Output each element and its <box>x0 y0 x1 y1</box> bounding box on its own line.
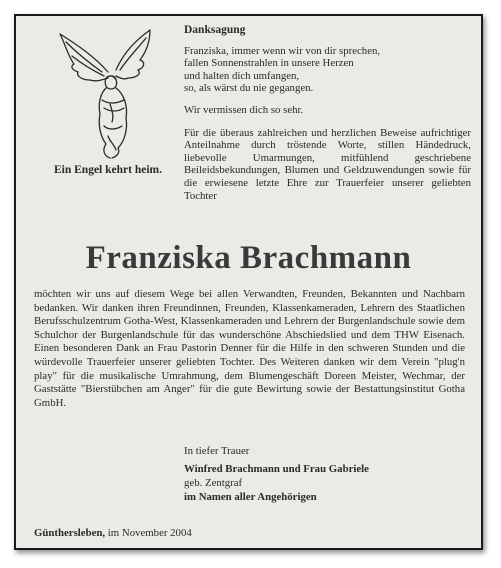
signature-maiden-name: geb. Zentgraf <box>184 477 243 489</box>
signature-intro: In tiefer Trauer <box>184 445 250 457</box>
place: Günthersleben, <box>34 527 106 539</box>
thanks-column <box>184 24 471 211</box>
poem-line: fallen Sonnenstrahlen in unsere Herzen <box>184 57 354 70</box>
poem-line: und halten dich umfangen, <box>184 69 300 82</box>
signature-relatives: im Namen aller Angehörigen <box>184 491 317 503</box>
thanks-title: Danksagung <box>184 24 246 36</box>
signature-names: Winfred Brachmann und Frau Gabriele <box>184 463 369 475</box>
poem <box>184 45 471 95</box>
place-date <box>34 527 192 539</box>
body-text: möchten wir uns auf diesem Wege bei allen Verwandten, Freunden, Bekannten und Nachbarn bedanken. Wir danken ihren Freundinnen, Freunden, Klassenkameraden, Lehrern des Staatlichen Berufsschulzentrum Gotha-West, Klassenkameraden und Lehrern der Burgenlandschule sowie dem Schulchor der Burgenlandschule für das wunderschöne Abschiedslied und dem THW Eisenach. Einen besonderen Dank an Frau Pastorin Denner für die Hilfe in den schweren Stunden und die würdevolle Trauerfeier unserer geliebten Tochter. Des Weiteren danken wir dem Verein "plug'n play" für die musikalische Umrahmung, dem Blumengeschäft Doreen Meister, Wechmar, der Gaststätte "Bierstübchen am Anger" für die gute Bewirtung sowie der Bestattungsinstitut Gotha GmbH. <box>34 288 465 409</box>
deceased-name: Franziska Brachmann <box>85 240 412 276</box>
angel-caption: Ein Engel kehrt heim. <box>54 164 162 176</box>
poem-line: Franziska, immer wenn wir von dir sprechen, <box>184 44 381 57</box>
obituary-notice <box>14 14 483 550</box>
miss-line: Wir vermissen dich so sehr. <box>184 103 304 116</box>
signature-block <box>184 444 464 504</box>
thanks-paragraph: Für die überaus zahlreichen und herzlichen Beweise aufrichtiger Anteilnahme durch tröstende Worte, stillen Händedruck, liebevolle Umarmungen, mitfühlend geschriebene Beileidsbekundungen, Blumen und Geldzuwendungen sowie für die erwiesene letzte Ehre zur Trauerfeier unserer geliebten Tochter <box>184 126 471 202</box>
angel-icon <box>54 26 164 166</box>
date: im November 2004 <box>107 527 192 539</box>
poem-line: so, als wärst du nie gegangen. <box>184 82 314 95</box>
